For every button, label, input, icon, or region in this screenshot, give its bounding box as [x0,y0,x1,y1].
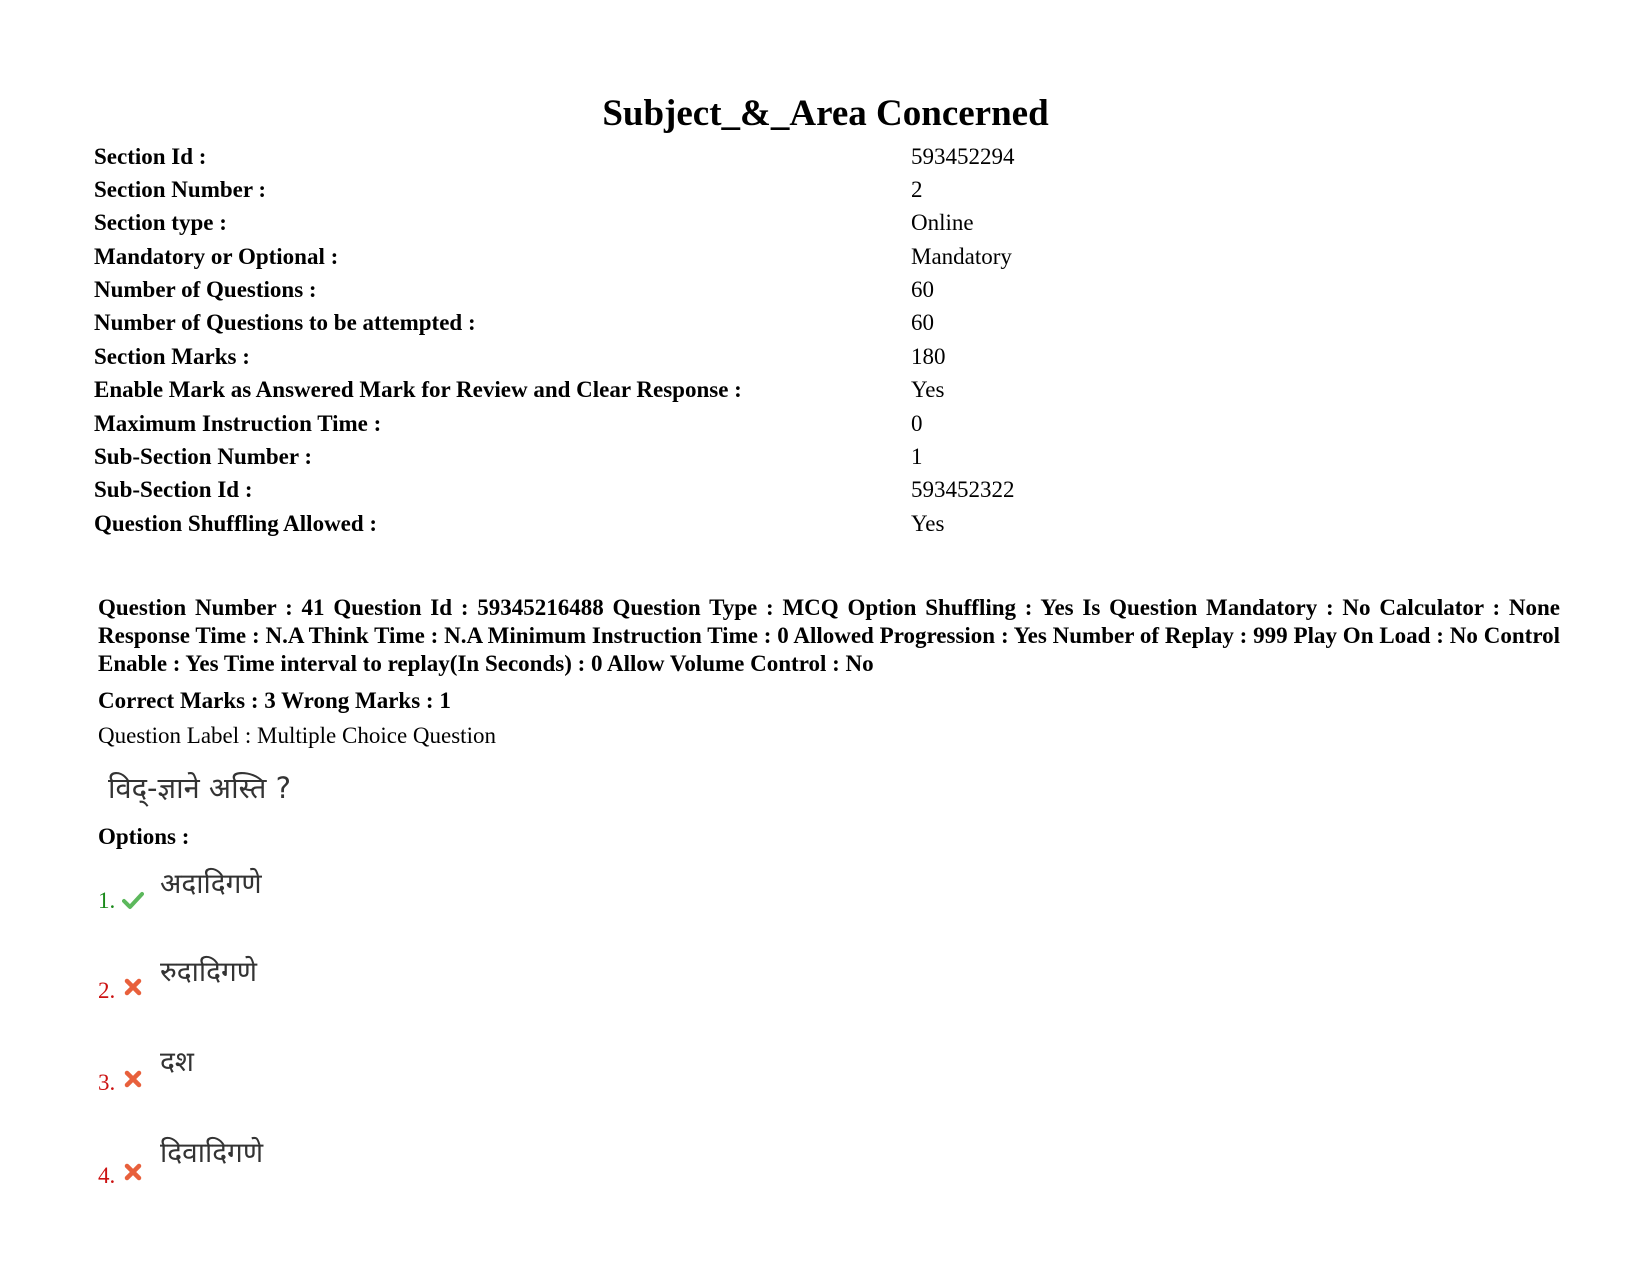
info-label: Maximum Instruction Time : [94,411,382,436]
question-label: Question Label : Multiple Choice Question [98,723,496,748]
number-of-questions-row [94,273,1494,307]
info-value: Mandatory [911,244,1012,269]
info-value: 60 [911,310,934,335]
info-label: Section Number : [94,177,267,202]
section-type-row [94,206,1494,240]
cross-icon [122,976,144,998]
questions-to-attempt-row [94,306,1494,340]
option-number: 3. [98,1070,116,1095]
info-label: Section Id : [94,144,207,169]
info-value: 2 [911,177,923,202]
info-label: Number of Questions : [94,277,317,302]
option-number: 2. [98,978,116,1003]
info-value: Online [911,210,974,235]
info-label: Section Marks : [94,344,250,369]
info-label: Sub-Section Number : [94,444,313,469]
section-number-row [94,173,1494,207]
option-number: 1. [98,888,116,913]
question-text: विद्-ज्ञाने अस्ति ? [108,771,292,805]
info-label: Section type : [94,210,227,235]
section-marks-row [94,340,1494,374]
check-icon [122,889,144,911]
info-value: Yes [911,511,945,536]
info-value: Yes [911,377,945,402]
option-3 [98,1045,698,1110]
cross-icon [122,1068,144,1090]
page-title: Subject_&_Area Concerned [602,93,1049,134]
sub-section-id-row [94,473,1494,507]
option-2 [98,955,698,1018]
option-text: रुदादिगणे [160,955,257,988]
option-1 [98,868,698,928]
mark-review-row [94,373,1494,407]
mandatory-row [94,240,1494,274]
info-value: 0 [911,411,923,436]
sub-section-number-row [94,440,1494,474]
option-text: अदादिगणे [160,867,262,900]
info-label: Question Shuffling Allowed : [94,511,378,536]
max-instruction-time-row [94,407,1494,441]
info-label: Sub-Section Id : [94,477,253,502]
question-marks: Correct Marks : 3 Wrong Marks : 1 [98,688,451,713]
info-label: Number of Questions to be attempted : [94,310,476,335]
option-number: 4. [98,1163,116,1188]
option-4 [98,1136,698,1203]
info-value: 593452294 [911,144,1015,169]
info-label: Mandatory or Optional : [94,244,339,269]
option-text: दिवादिगणे [160,1136,264,1169]
info-value: 60 [911,277,934,302]
option-text: दश [160,1045,194,1078]
info-value: 180 [911,344,946,369]
info-label: Enable Mark as Answered Mark for Review and Clear Response : [94,377,742,402]
cross-icon [122,1161,144,1183]
info-value: 1 [911,444,923,469]
question-meta: Question Number : 41 Question Id : 59345216488 Question Type : MCQ Option Shuffling : Yes Is Question Mandatory : No Calculator : None Response Time : N.A Think Time : N.A Minimum Instruction Time : 0 Allowed Progression : Yes Number of Replay : 999 Play On Load : No Control Enable : Yes Time interval to replay(In Seconds) : 0 Allow Volume Control : No [98,595,1560,676]
info-value: 593452322 [911,477,1015,502]
section-id-row [94,140,1494,174]
question-shuffling-row [94,507,1494,541]
options-heading: Options : [98,824,190,849]
